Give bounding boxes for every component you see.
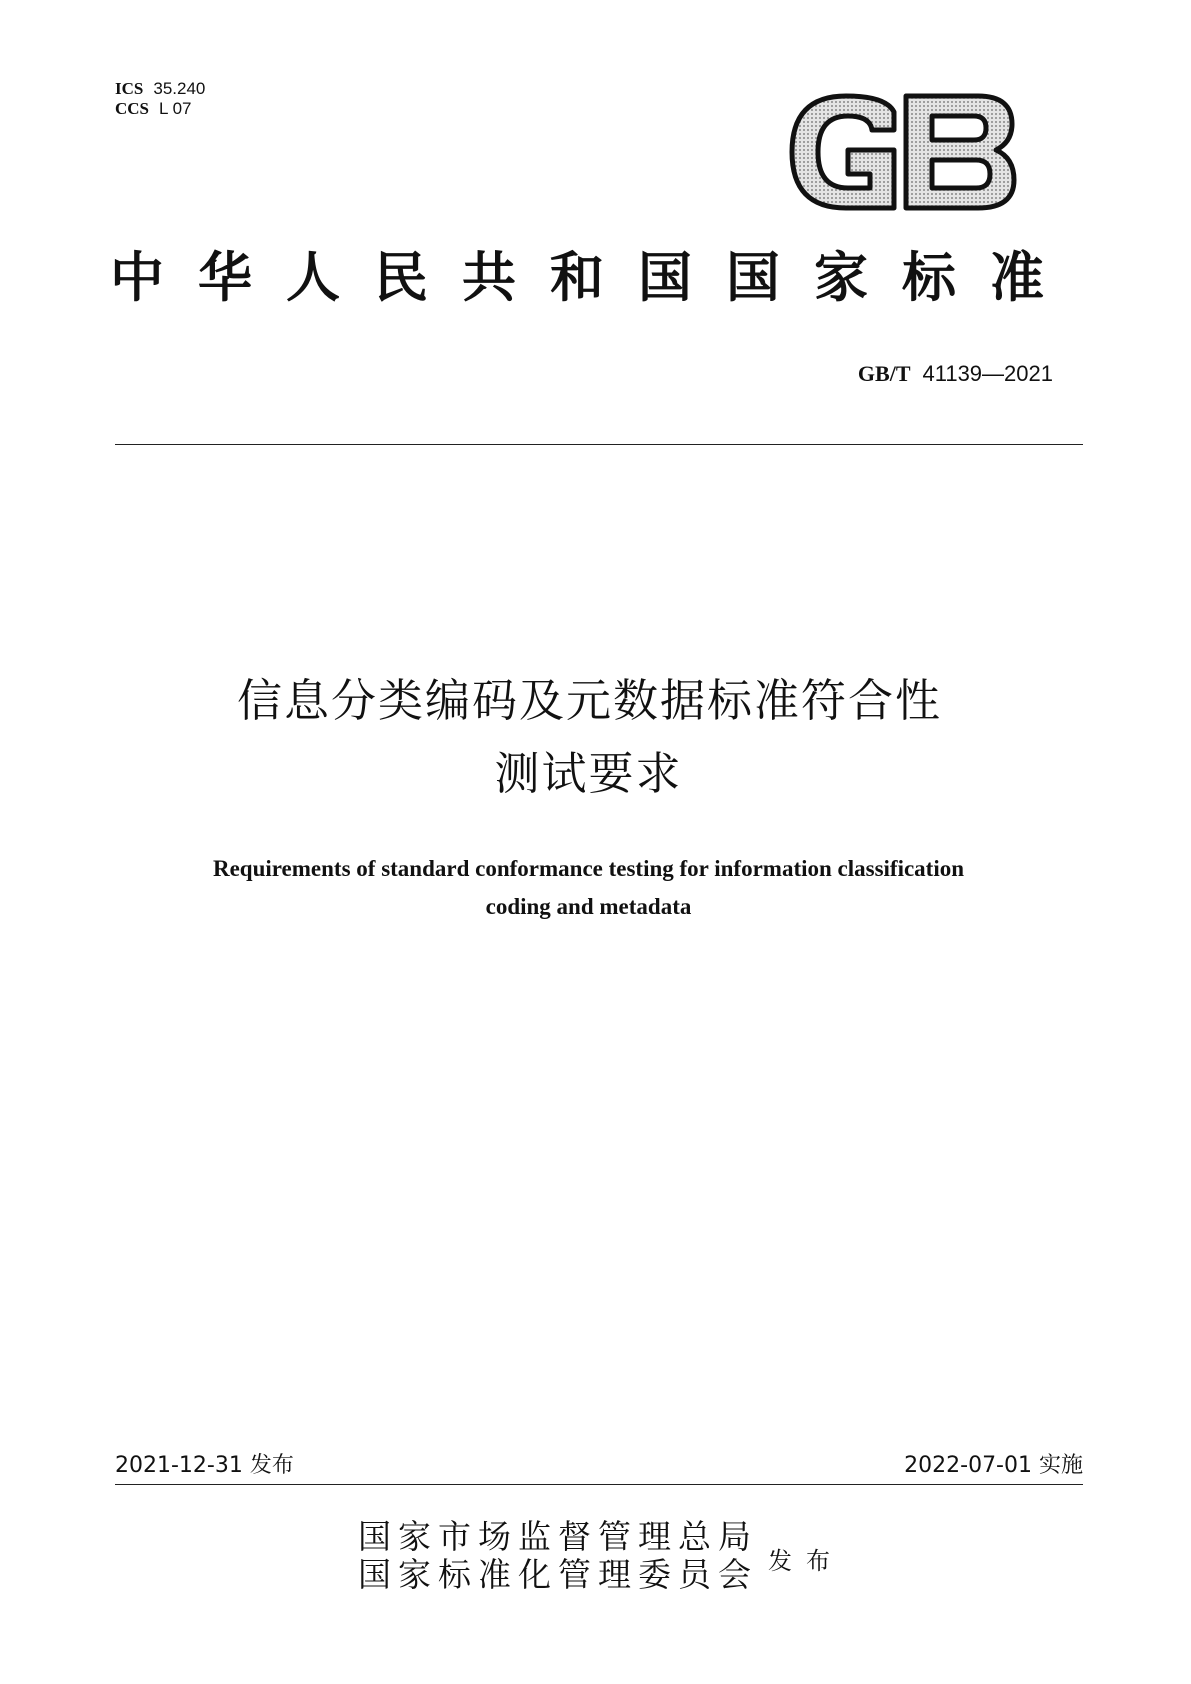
ccs-label: CCS (115, 99, 150, 118)
issuer-samr: 国家市场监督管理总局 (358, 1517, 758, 1556)
standard-prefix: GB/T (857, 361, 911, 386)
ccs-line (115, 99, 191, 119)
issuer-sac: 国家标准化管理委员会 (358, 1555, 758, 1594)
ics-code: 35.240 (153, 79, 206, 98)
standard-number (858, 361, 1053, 387)
implementation-date: 2022-07-01 实施 (904, 1453, 1083, 1478)
publish-label: 发布 (768, 1547, 844, 1575)
chinese-title-line-1: 信息分类编码及元数据标准符合性 (236, 674, 942, 727)
ics-line (115, 79, 205, 99)
bottom-divider (115, 1484, 1083, 1485)
chinese-title-line-2: 测试要求 (494, 747, 683, 800)
national-standard-title: 中华人民共和国国家标准 (110, 245, 1078, 309)
english-title-line-2: coding and metadata (485, 894, 692, 919)
gb-logo (786, 92, 1018, 212)
ics-label: ICS (115, 79, 144, 98)
english-title-line-1: Requirements of standard conformance testing for information classification (212, 856, 965, 881)
issue-date: 2021-12-31 发布 (115, 1453, 294, 1478)
standard-code: 41139—2021 (922, 361, 1053, 386)
top-divider (115, 444, 1083, 445)
ccs-code: L 07 (159, 99, 192, 118)
